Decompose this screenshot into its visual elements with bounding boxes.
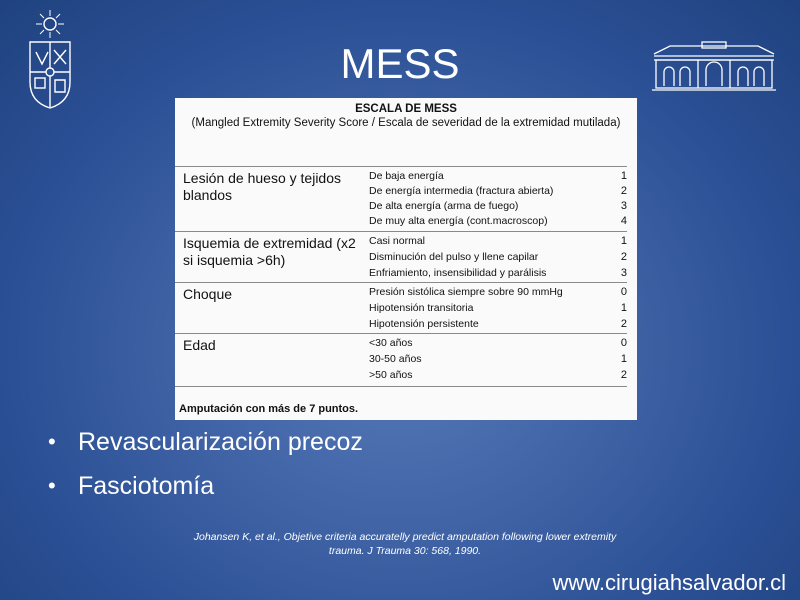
item-score: 2 bbox=[620, 251, 627, 263]
website-url: www.cirugiahsalvador.cl bbox=[552, 570, 786, 595]
slide-title: MESS bbox=[340, 40, 460, 87]
section-item: De muy alta energía (cont.macroscop) bbox=[369, 215, 548, 227]
item-score: 2 bbox=[620, 318, 627, 330]
section-category: Choque bbox=[183, 286, 233, 302]
section-divider bbox=[175, 166, 627, 167]
reference-citation: Johansen K, et al., Objetive criteria accuratelly predict amputation following lower extremity trauma. J Trauma 30: 568, 1990. bbox=[193, 531, 617, 557]
table-footer: Amputación con más de 7 puntos. bbox=[179, 403, 359, 415]
item-score: 1 bbox=[620, 235, 627, 247]
item-score: 0 bbox=[620, 337, 627, 349]
section-item: Enfriamiento, insensibilidad y parálisis bbox=[369, 267, 547, 279]
section-item: De alta energía (arma de fuego) bbox=[369, 200, 519, 212]
item-score: 4 bbox=[620, 215, 627, 227]
table-header bbox=[175, 102, 637, 130]
table-subtitle: (Mangled Extremity Severity Score / Escala de severidad de la extremidad mutilada) bbox=[191, 117, 621, 129]
section-item: De baja energía bbox=[369, 170, 444, 182]
section-item: Presión sistólica siempre sobre 90 mmHg bbox=[369, 286, 563, 298]
section-divider bbox=[175, 386, 627, 387]
item-score: 3 bbox=[620, 267, 627, 279]
section-divider bbox=[175, 282, 627, 283]
item-score: 0 bbox=[620, 286, 627, 298]
item-score: 1 bbox=[620, 170, 627, 182]
section-item: <30 años bbox=[369, 337, 413, 349]
section-item: 30-50 años bbox=[369, 353, 422, 365]
item-score: 1 bbox=[620, 302, 627, 314]
section-category: Lesión de hueso y tejidos blandos bbox=[183, 170, 341, 203]
item-score: 3 bbox=[620, 200, 627, 212]
section-category: Edad bbox=[183, 337, 216, 353]
section-item: Hipotensión transitoria bbox=[369, 302, 474, 314]
bullet-dot-icon: • bbox=[48, 429, 56, 454]
bullet-dot-icon: • bbox=[48, 473, 56, 498]
section-item: Hipotensión persistente bbox=[369, 318, 479, 330]
section-category: Isquemia de extremidad (x2 si isquemia >6h) bbox=[183, 235, 356, 268]
item-score: 1 bbox=[620, 353, 627, 365]
section-item: De energía intermedia (fractura abierta) bbox=[369, 185, 554, 197]
bullet-text: Fasciotomía bbox=[78, 472, 215, 500]
section-item: Disminución del pulso y llene capilar bbox=[369, 251, 539, 263]
bullet-text: Revascularización precoz bbox=[78, 428, 363, 456]
section-item: Casi normal bbox=[369, 235, 426, 247]
mess-scale-table bbox=[175, 98, 637, 420]
section-divider bbox=[175, 333, 627, 334]
item-score: 2 bbox=[620, 185, 627, 197]
section-divider bbox=[175, 231, 627, 232]
item-score: 2 bbox=[620, 369, 627, 381]
section-item: >50 años bbox=[369, 369, 413, 381]
table-title: ESCALA DE MESS bbox=[355, 103, 457, 115]
